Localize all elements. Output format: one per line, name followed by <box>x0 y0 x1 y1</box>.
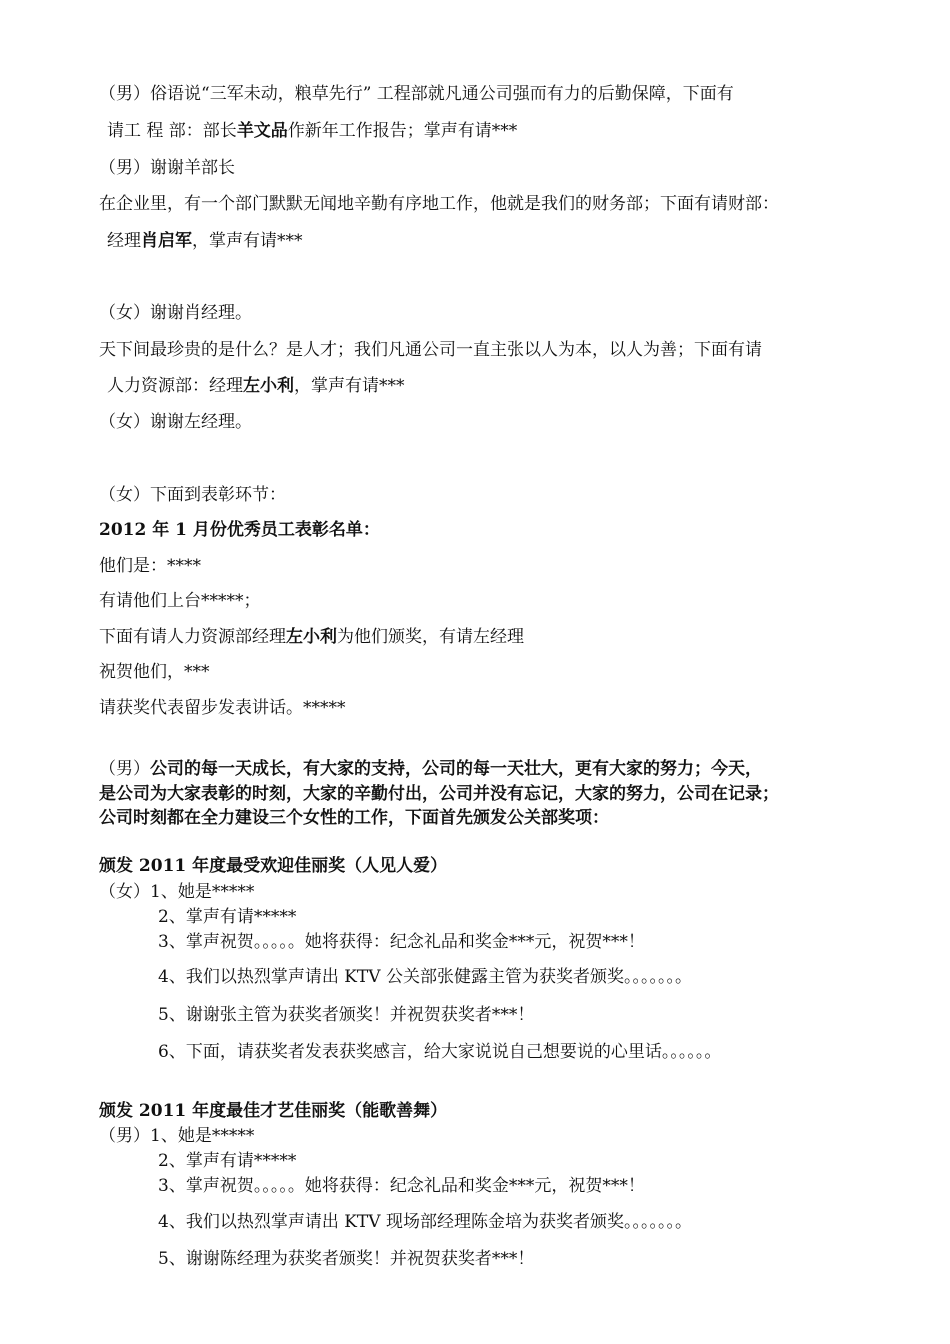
section-title: 2012 年 1 月份优秀员工表彰名单： <box>99 520 380 540</box>
award-step: 4、我们以热烈掌声请出 KTV 现场部经理陈金培为获奖者颁奖。。。。。。。 <box>158 1212 692 1232</box>
text-span: 为他们颁奖，有请左经理 <box>337 627 524 647</box>
paragraph-line: 在企业里，有一个部门默默无闻地辛勤有序地工作，他就是我们的财务部；下面有请财部： <box>99 194 779 214</box>
paragraph-line: （女）下面到表彰环节： <box>99 485 286 505</box>
paragraph-line: （女）谢谢左经理。 <box>99 412 252 432</box>
award-step: 6、下面，请获奖者发表获奖感言，给大家说说自己想要说的心里话。。。。。。 <box>158 1042 722 1062</box>
paragraph-line <box>99 627 524 647</box>
award-step: 5、谢谢陈经理为获奖者颁奖！并祝贺获奖者***！ <box>158 1249 535 1269</box>
text-span: （男） <box>99 759 150 779</box>
award-step: 2、掌声有请***** <box>158 1151 297 1171</box>
paragraph-line: （女）谢谢肖经理。 <box>99 303 252 323</box>
text-span: 经理 <box>107 231 141 251</box>
paragraph-line <box>99 759 762 779</box>
bold-text: 公司的每一天成长，有大家的支持，公司的每一天壮大，更有大家的努力；今天， <box>150 759 762 779</box>
paragraph-line: 是公司为大家表彰的时刻，大家的辛勤付出，公司并没有忘记，大家的努力，公司在记录； <box>99 784 779 804</box>
paragraph-line <box>107 376 405 396</box>
paragraph-line: 他们是：**** <box>99 556 201 576</box>
award-title: 颁发 2011 年度最佳才艺佳丽奖（能歌善舞） <box>99 1101 448 1121</box>
name-highlight: 左小利 <box>286 627 337 647</box>
paragraph-line: 公司时刻都在全力建设三个女性的工作，下面首先颁发公关部奖项： <box>99 808 609 828</box>
name-highlight: 肖启军 <box>141 231 192 251</box>
paragraph-line <box>107 121 517 141</box>
paragraph-line: 天下间最珍贵的是什么？是人才；我们凡通公司一直主张以人为本，以人为善；下面有请 <box>99 340 762 360</box>
award-step: 2、掌声有请***** <box>158 907 297 927</box>
paragraph-line: 请获奖代表留步发表讲话。***** <box>99 698 346 718</box>
text-span: ，掌声有请*** <box>192 231 303 251</box>
award-step: （女）1、她是***** <box>99 882 255 902</box>
award-step: 5、谢谢张主管为获奖者颁奖！并祝贺获奖者***！ <box>158 1005 535 1025</box>
award-step: 3、掌声祝贺。。。。。她将获得：纪念礼品和奖金***元，祝贺***！ <box>158 1176 645 1196</box>
paragraph-line: 祝贺他们，*** <box>99 662 210 682</box>
award-title: 颁发 2011 年度最受欢迎佳丽奖（人见人爱） <box>99 856 448 876</box>
paragraph-line: （男）谢谢羊部长 <box>99 158 235 178</box>
text-span: ，掌声有请*** <box>294 376 405 396</box>
text-span: 下面有请人力资源部经理 <box>99 627 286 647</box>
award-step: 3、掌声祝贺。。。。。她将获得：纪念礼品和奖金***元，祝贺***！ <box>158 932 645 952</box>
name-highlight: 左小利 <box>243 376 294 396</box>
award-step: （男）1、她是***** <box>99 1126 255 1146</box>
text-span: 人力资源部：经理 <box>107 376 243 396</box>
name-highlight: 羊文品 <box>236 121 288 141</box>
text-span: 请工 程 部：部长 <box>107 121 237 141</box>
text-span: 作新年工作报告；掌声有请*** <box>287 121 518 141</box>
paragraph-line: 有请他们上台*****； <box>99 591 261 611</box>
paragraph-line <box>107 231 303 251</box>
award-step: 4、我们以热烈掌声请出 KTV 公关部张健露主管为获奖者颁奖。。。。。。。 <box>158 967 692 987</box>
paragraph-line: （男）俗语说“三军未动，粮草先行” 工程部就凡通公司强而有力的后勤保障，下面有 <box>99 84 734 104</box>
